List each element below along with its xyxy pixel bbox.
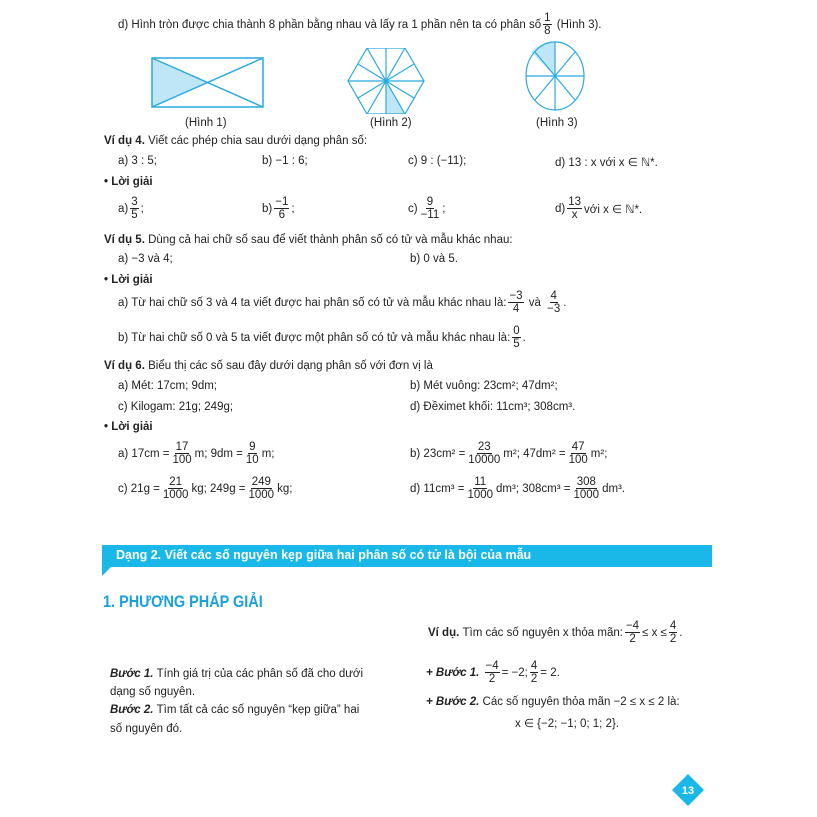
- suffix: với x ∈ ℕ*.: [584, 203, 643, 216]
- figure-1-caption: (Hình 1): [185, 117, 227, 129]
- text: m²;: [590, 447, 608, 460]
- ex6-title: [104, 360, 433, 372]
- numerator: 9: [249, 441, 256, 453]
- denominator: −11: [420, 209, 440, 222]
- fraction: [245, 441, 260, 466]
- section-band: [102, 545, 712, 567]
- text: b) Từ hai chữ số 0 và 5 ta viết được một phân số có tử và mẫu khác nhau là:: [118, 331, 511, 344]
- text: a) Từ hai chữ số 3 và 4 ta viết được hai phân số có tử và mẫu khác nhau là:: [118, 296, 507, 309]
- denominator: 5: [131, 209, 138, 222]
- numerator: 47: [571, 441, 585, 453]
- step-label: Bước 1.: [110, 668, 154, 680]
- method-step-2: [110, 704, 359, 716]
- ex4-answer: [262, 196, 295, 221]
- fraction: [543, 12, 551, 37]
- numerator: 4: [669, 620, 677, 632]
- ex4-item: a) 3 : 5;: [118, 155, 157, 167]
- ex4-answer: [555, 196, 642, 221]
- denominator: 2: [530, 673, 538, 686]
- text: dm³.: [602, 482, 626, 495]
- fraction: [508, 290, 523, 315]
- text: kg;: [277, 482, 293, 495]
- solution-label: • Lời giải: [104, 176, 153, 188]
- step-text: Tìm tất cả các số nguyên “kẹp giữa” hai: [156, 704, 360, 716]
- fraction: [162, 476, 190, 501]
- denominator: 2: [488, 673, 496, 686]
- ex6-answer-a: [118, 441, 274, 466]
- denominator: 100: [172, 454, 192, 467]
- numerator: 0: [513, 325, 520, 337]
- denominator: 4: [512, 303, 520, 316]
- ex6-answer-d: [410, 476, 625, 501]
- denominator: −3: [547, 303, 561, 316]
- ex5-answer-b: b) Từ hai chữ số 0 và 5 ta viết được một phân số có tử và mẫu khác nhau là: $\frac{0}{5}$ .: [118, 325, 526, 351]
- ex6-item: d) Đềximet khối: 11cm³; 308cm³.: [410, 401, 576, 413]
- figure-2-caption: (Hình 2): [370, 117, 412, 129]
- example-step-1: [426, 660, 560, 685]
- ex-text: Tìm các số nguyên x thỏa mãn:: [462, 626, 623, 639]
- numerator: 1: [544, 12, 551, 24]
- denominator: 1000: [248, 489, 275, 502]
- ex6-item: b) Mét vuông: 23cm²; 47dm²;: [410, 380, 558, 392]
- denominator: 2: [669, 633, 677, 646]
- section-band-title: Dạng 2. Viết các số nguyên kẹp giữa hai phân số có tử là bội của mẫu: [116, 548, 532, 562]
- fraction: [512, 325, 520, 350]
- ex5-answer-a: a) Từ hai chữ số 3 và 4 ta viết được hai phân số có tử và mẫu khác nhau là: $\frac{-3}{4}$ và $\frac{4}{-3}$ .: [118, 290, 567, 316]
- ex5-item: a) −3 và 4;: [118, 253, 173, 265]
- step-text: Tính giá trị của các phân số đã cho dưới: [156, 668, 364, 680]
- numerator: 21: [169, 476, 183, 488]
- text: Các số nguyên thỏa mãn −2 ≤ x ≤ 2 là:: [482, 696, 680, 708]
- denominator: 5: [513, 338, 520, 351]
- fraction: [485, 660, 500, 685]
- denominator: 100: [568, 454, 588, 467]
- numerator: 4: [530, 660, 538, 672]
- suffix: ;: [140, 202, 144, 215]
- fraction: [467, 441, 501, 466]
- ex6-answer-b: [410, 441, 607, 466]
- section-heading: 1. PHƯƠNG PHÁP GIẢI: [103, 592, 263, 611]
- fraction: [567, 196, 582, 221]
- ex5-title: [104, 234, 513, 246]
- denominator: 10000: [468, 454, 501, 467]
- denominator: 6: [278, 209, 285, 222]
- text: m;: [261, 447, 275, 460]
- denominator: 10: [245, 454, 259, 467]
- method-step-1: [110, 668, 363, 680]
- ex-text: Biểu thị các số sau đây dưới dạng phân số với đơn vị là: [148, 360, 433, 372]
- example-title: [428, 620, 682, 645]
- ex4-answer: [408, 196, 445, 221]
- numerator: 17: [175, 441, 189, 453]
- ex6-item: c) Kilogam: 21g; 249g;: [118, 401, 234, 413]
- ex-label: Ví dụ 4.: [104, 135, 145, 147]
- fraction: [669, 620, 677, 645]
- step-label: Bước 2.: [110, 704, 154, 716]
- solution-label: • Lời giải: [104, 274, 153, 286]
- solution-label: • Lời giải: [104, 421, 153, 433]
- label: d): [555, 202, 566, 215]
- text: b) 23cm² =: [410, 447, 466, 460]
- page-number: 13: [681, 785, 695, 797]
- figure-3-caption: (Hình 3): [536, 117, 578, 129]
- numerator: 249: [251, 476, 271, 488]
- numerator: 9: [426, 196, 434, 208]
- ex-label: Ví dụ 5.: [104, 234, 145, 246]
- intro-line: [118, 12, 602, 37]
- fraction: [572, 476, 600, 501]
- denominator: x: [571, 209, 578, 222]
- label: a): [118, 202, 129, 215]
- figure-3-circle: [515, 40, 595, 112]
- figure-1-rectangle: [150, 55, 265, 110]
- ex6-item: a) Mét: 17cm; 9dm;: [118, 380, 218, 392]
- ex-text: Dùng cả hai chữ số sau để viết thành phân số có tử và mẫu khác nhau:: [148, 234, 513, 246]
- page-number-badge: [672, 774, 704, 806]
- numerator: −4: [625, 620, 640, 632]
- ex-label: Ví dụ 6.: [104, 360, 145, 372]
- band-tail: [102, 566, 112, 576]
- text: m²; 47dm² =: [503, 447, 566, 460]
- numerator: 13: [568, 196, 582, 208]
- ex4-item: b) −1 : 6;: [262, 155, 308, 167]
- ex-label: Ví dụ.: [428, 626, 460, 639]
- text: .: [679, 626, 683, 639]
- fraction: [130, 196, 138, 221]
- fraction: [420, 196, 441, 221]
- suffix: ;: [442, 202, 446, 215]
- intro-tail: (Hình 3).: [556, 18, 602, 31]
- text: và: [528, 296, 541, 309]
- ex4-item: c) 9 : (−11);: [408, 155, 467, 167]
- denominator: 1000: [467, 489, 494, 502]
- numerator: 3: [131, 196, 138, 208]
- text: c) 21g =: [118, 482, 160, 495]
- fraction: [546, 290, 561, 315]
- ex4-answer: [118, 196, 144, 221]
- numerator: −1: [275, 196, 289, 208]
- label: b): [262, 202, 273, 215]
- text: dm³; 308cm³ =: [496, 482, 571, 495]
- numerator: 11: [474, 476, 487, 488]
- denominator: 1000: [162, 489, 189, 502]
- ex-text: Viết các phép chia sau dưới dạng phân số:: [148, 135, 368, 147]
- text: = 2.: [540, 666, 560, 679]
- suffix: ;: [291, 202, 295, 215]
- figure-2-hexagon: [320, 48, 450, 114]
- ex5-item: b) 0 và 5.: [410, 253, 458, 265]
- ex4-item: d) 13 : x với x ∈ ℕ*.: [555, 157, 658, 169]
- solution-set: x ∈ {−2; −1; 0; 1; 2}.: [515, 718, 620, 730]
- text: d) 11cm³ =: [410, 482, 465, 495]
- text: kg; 249g =: [191, 482, 246, 495]
- text: = −2;: [501, 666, 528, 679]
- example-step-2: [426, 696, 680, 708]
- ex4-title: [104, 135, 367, 147]
- numerator: 4: [550, 290, 557, 302]
- step-label: + Bước 2.: [426, 696, 480, 708]
- text: ≤ x ≤: [642, 626, 667, 639]
- fraction: [568, 441, 589, 466]
- label: c): [408, 202, 418, 215]
- fraction: [530, 660, 538, 685]
- numerator: −3: [509, 290, 523, 302]
- ex6-answer-c: [118, 476, 292, 501]
- fraction: [248, 476, 276, 501]
- text: a) 17cm =: [118, 447, 170, 460]
- numerator: 308: [576, 476, 596, 488]
- fraction: [274, 196, 289, 221]
- fraction: [625, 620, 640, 645]
- intro-text: d) Hình tròn được chia thành 8 phần bằng nhau và lấy ra 1 phần nên ta có phân số: [118, 18, 542, 31]
- denominator: 2: [629, 633, 636, 646]
- fraction: [171, 441, 192, 466]
- denominator: 1000: [573, 489, 600, 502]
- step-label: + Bước 1.: [426, 666, 480, 679]
- denominator: 8: [544, 25, 551, 38]
- text: m; 9dm =: [194, 447, 243, 460]
- numerator: 23: [477, 441, 491, 453]
- step-text: số nguyên đó.: [110, 723, 183, 735]
- numerator: −4: [485, 660, 499, 672]
- fraction: [466, 476, 494, 501]
- step-text: dạng số nguyên.: [110, 686, 196, 698]
